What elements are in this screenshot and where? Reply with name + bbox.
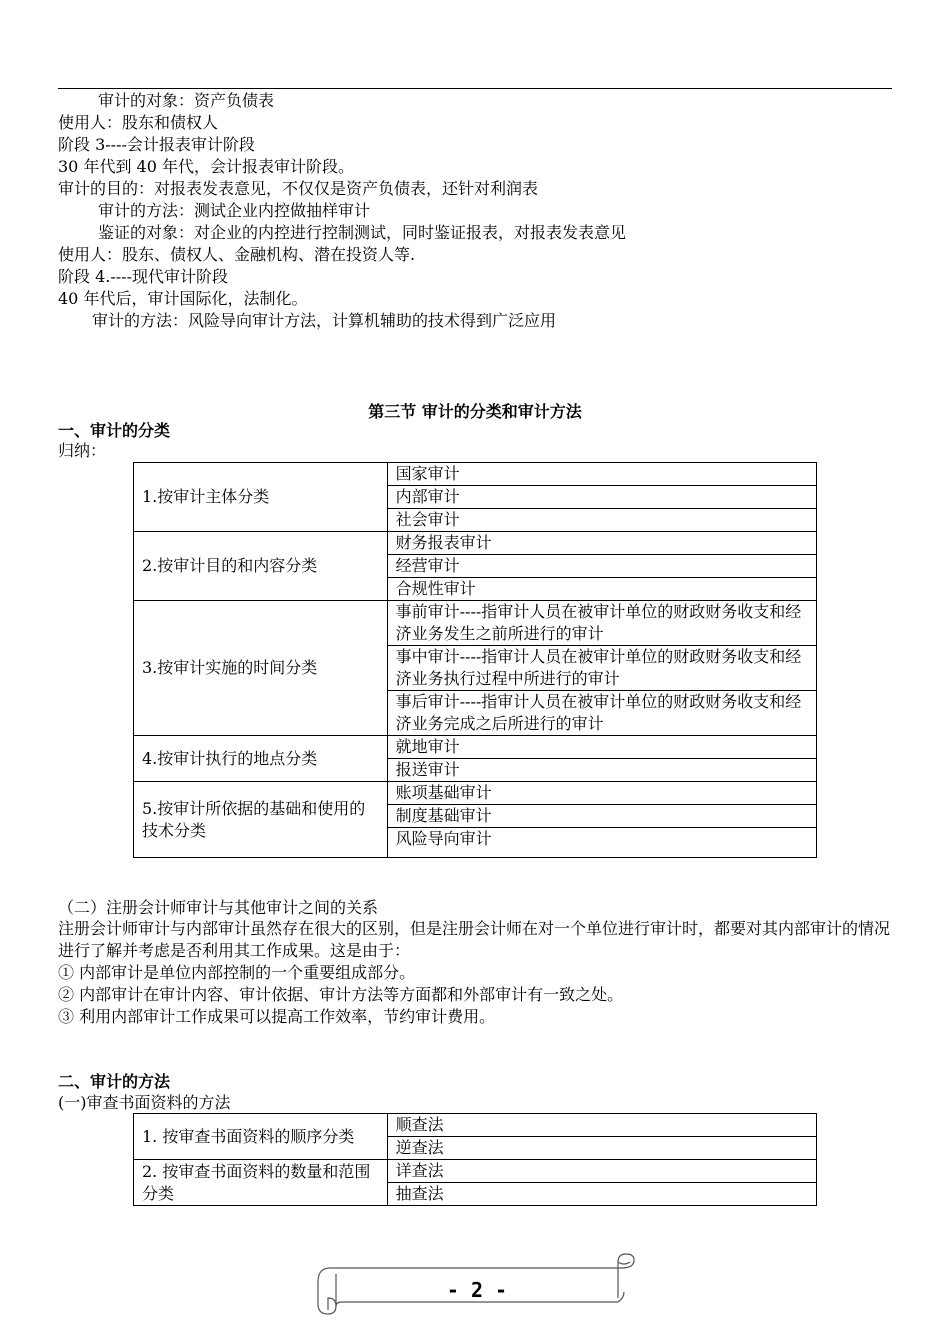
method-category: 2. 按审查书面资料的数量和范围分类	[134, 1160, 388, 1206]
classification-row	[134, 601, 817, 646]
history-line: 鉴证的对象：对企业的内控进行控制测试，同时鉴证报表，对报表发表意见	[98, 223, 627, 242]
history-line: 审计的方法：风险导向审计方法，计算机辅助的技术得到广泛应用	[92, 311, 557, 330]
classification-item: 内部审计	[387, 486, 816, 509]
part1-heading: 一、审计的分类	[58, 421, 171, 440]
header-rule	[58, 88, 892, 89]
classification-row	[134, 782, 817, 805]
classification-item: 合规性审计	[387, 578, 816, 601]
method-table	[133, 1113, 817, 1206]
history-line: 30 年代到 40 年代，会计报表审计阶段。	[58, 157, 354, 176]
history-line: 阶段 3----会计报表审计阶段	[58, 135, 255, 154]
classification-item: 风险导向审计	[387, 828, 816, 858]
page-number: - 2 -	[446, 1278, 508, 1302]
method-item: 抽查法	[387, 1183, 816, 1206]
classification-category: 4.按审计执行的地点分类	[134, 736, 388, 782]
relation-point-1: ① 内部审计是单位内部控制的一个重要组成部分。	[58, 963, 416, 982]
history-line: 审计的对象：资产负债表	[98, 91, 275, 110]
classification-row	[134, 463, 817, 486]
summary-label: 归纳：	[58, 441, 107, 460]
section-title: 第三节 审计的分类和审计方法	[368, 402, 582, 421]
classification-item: 事前审计----指审计人员在被审计单位的财政财务收支和经济业务发生之前所进行的审计	[387, 601, 816, 646]
classification-category: 3.按审计实施的时间分类	[134, 601, 388, 736]
classification-row	[134, 736, 817, 759]
history-line: 审计的目的：对报表发表意见，不仅仅是资产负债表，还针对利润表	[58, 179, 539, 198]
classification-row	[134, 532, 817, 555]
classification-item: 经营审计	[387, 555, 816, 578]
classification-item: 财务报表审计	[387, 532, 816, 555]
method-row	[134, 1160, 817, 1183]
classification-category: 1.按审计主体分类	[134, 463, 388, 532]
relation-paragraph: 注册会计师审计与内部审计虽然存在很大的区别，但是注册会计师在对一个单位进行审计时，都要对其内部审计的情况进行了解并考虑是否利用其工作成果。这是由于：	[58, 919, 891, 960]
classification-item: 事中审计----指审计人员在被审计单位的财政财务收支和经济业务执行过程中所进行的审计	[387, 646, 816, 691]
relation-heading: （二）注册会计师审计与其他审计之间的关系	[58, 898, 379, 917]
history-line: 使用人：股东和债权人	[58, 113, 219, 132]
classification-table	[133, 462, 817, 858]
classification-item: 账项基础审计	[387, 782, 816, 805]
classification-item: 社会审计	[387, 509, 816, 532]
relation-point-2: ② 内部审计在审计内容、审计依据、审计方法等方面都和外部审计有一致之处。	[58, 985, 624, 1004]
method-item: 详查法	[387, 1160, 816, 1183]
classification-category: 2.按审计目的和内容分类	[134, 532, 388, 601]
part2-heading: 二、审计的方法	[58, 1072, 171, 1091]
history-line: 审计的方法：测试企业内控做抽样审计	[98, 201, 371, 220]
history-line: 阶段 4.----现代审计阶段	[58, 267, 228, 286]
classification-item: 事后审计----指审计人员在被审计单位的财政财务收支和经济业务完成之后所进行的审计	[387, 691, 816, 736]
method-item: 逆查法	[387, 1137, 816, 1160]
method-category: 1. 按审查书面资料的顺序分类	[134, 1114, 388, 1160]
classification-item: 报送审计	[387, 759, 816, 782]
method-row	[134, 1114, 817, 1137]
classification-item: 国家审计	[387, 463, 816, 486]
method-subheading: (一)审查书面资料的方法	[58, 1093, 231, 1112]
history-line: 40 年代后，审计国际化，法制化。	[58, 289, 308, 308]
relation-point-3: ③ 利用内部审计工作成果可以提高工作效率，节约审计费用。	[58, 1007, 496, 1026]
history-line: 使用人：股东、债权人、金融机构、潜在投资人等.	[58, 245, 416, 264]
method-item: 顺查法	[387, 1114, 816, 1137]
classification-category: 5.按审计所依据的基础和使用的技术分类	[134, 782, 388, 858]
classification-item: 就地审计	[387, 736, 816, 759]
classification-item: 制度基础审计	[387, 805, 816, 828]
